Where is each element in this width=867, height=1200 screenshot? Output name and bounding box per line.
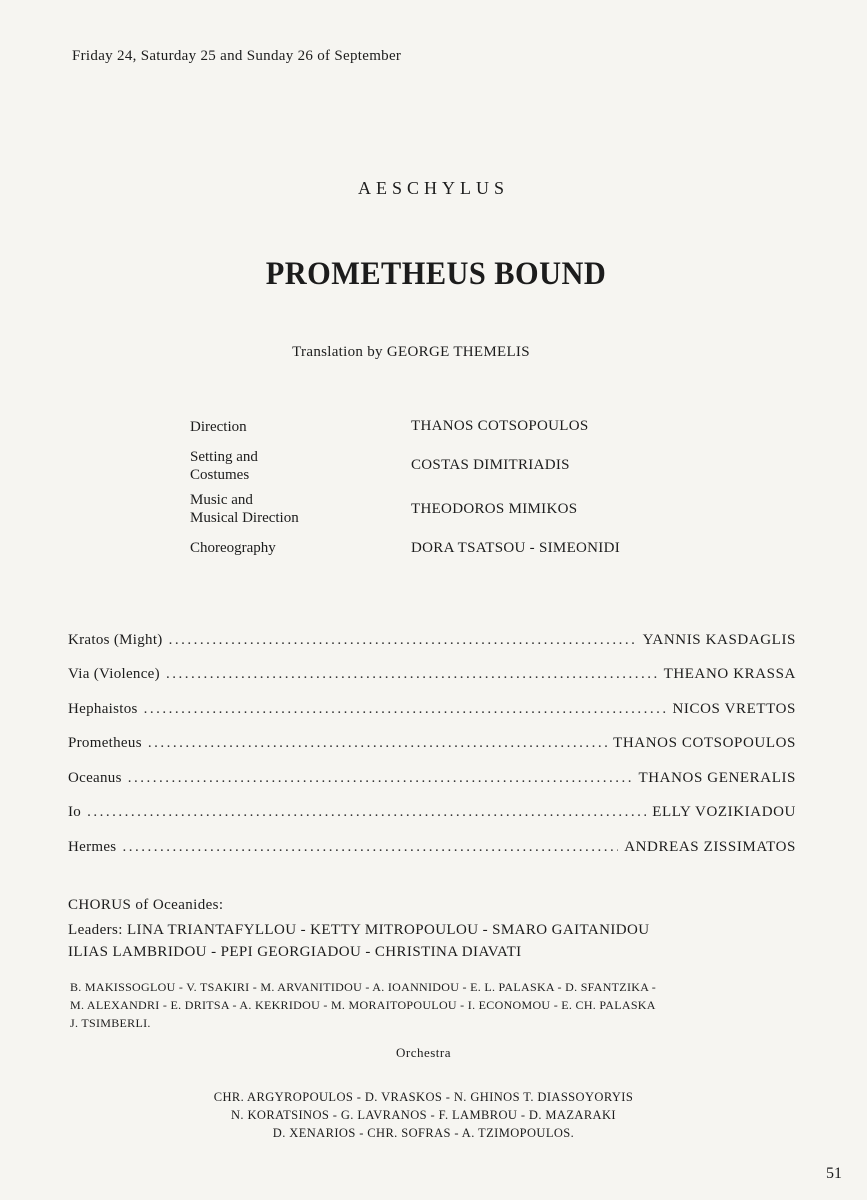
page-number: 51 [826,1165,842,1182]
chorus-title: CHORUS of Oceanides: [68,897,224,913]
cast-row [68,839,796,861]
cast-row [68,666,796,688]
orchestra-line: N. KORATSINOS - G. LAVRANOS - F. LAMBROU - D. MAZARAKI [231,1108,616,1122]
author-name: AESCHYLUS [357,178,509,198]
cast-role: Oceanus [68,770,122,786]
chorus-leaders: Leaders: LINA TRIANTAFYLLOU - KETTY MITROPOULOU - SMARO GAITANIDOU [68,922,650,938]
credit-name-setting: COSTAS DIMITRIADIS [411,457,570,473]
credit-role-musical-direction: Musical Direction [190,510,299,526]
cast-row [68,804,796,826]
cast-actor: THANOS GENERALIS [638,770,796,786]
credit-role-direction: Direction [190,419,247,435]
cast-role: Kratos (Might) [68,632,163,648]
credit-role-music: Music and [190,492,253,508]
credit-role-choreography: Choreography [190,540,276,556]
cast-actor: NICOS VRETTOS [672,701,796,717]
credit-role-setting: Setting and [190,449,258,465]
credit-role-costumes: Costumes [190,467,250,483]
dot-leader [148,735,607,752]
chorus-leaders-continued: ILIAS LAMBRIDOU - PEPI GEORGIADOU - CHRISTINA DIAVATI [68,944,522,960]
orchestra-title: Orchestra [395,1045,452,1060]
cast-actor: THANOS COTSOPOULOS [613,735,796,751]
play-title: PROMETHEUS BOUND [265,256,607,292]
translation-credit: Translation by GEORGE THEMELIS [292,344,530,360]
credit-name-music: THEODOROS MIMIKOS [411,501,578,517]
cast-role: Via (Violence) [68,666,160,682]
cast-row [68,632,796,654]
cast-role: Prometheus [68,735,142,751]
chorus-members-line: J. TSIMBERLI. [70,1016,151,1030]
cast-role: Io [68,804,82,820]
dot-leader [144,701,667,718]
dot-leader [87,804,646,821]
cast-role: Hermes [68,839,117,855]
cast-row [68,701,796,723]
cast-actor: ELLY VOZIKIADOU [652,804,796,820]
chorus-members-line: B. MAKISSOGLOU - V. TSAKIRI - M. ARVANITIDOU - A. IOANNIDOU - E. L. PALASKA - D. SFANTZIKA - [70,980,657,994]
credit-name-direction: THANOS COTSOPOULOS [411,418,589,434]
cast-row [68,735,796,757]
dot-leader [122,839,618,856]
cast-row [68,770,796,792]
chorus-members-line: M. ALEXANDRI - E. DRITSA - A. KEKRIDOU - M. MORAITOPOULOU - I. ECONOMOU - E. CH. PALASKA [70,998,656,1012]
cast-actor: THEANO KRASSA [663,666,796,682]
credit-name-choreography: DORA TSATSOU - SIMEONIDI [411,540,621,556]
dot-leader [169,632,637,649]
cast-actor: ANDREAS ZISSIMATOS [624,839,796,855]
cast-actor: YANNIS KASDAGLIS [642,632,796,648]
cast-role: Hephaistos [68,701,138,717]
dot-leader [166,666,658,683]
orchestra-line: CHR. ARGYROPOULOS - D. VRASKOS - N. GHINOS T. DIASSOYORYIS [213,1090,634,1104]
orchestra-line: D. XENARIOS - CHR. SOFRAS - A. TZIMOPOULOS. [272,1126,575,1140]
dot-leader [128,770,633,787]
performance-dates: Friday 24, Saturday 25 and Sunday 26 of September [72,48,402,64]
